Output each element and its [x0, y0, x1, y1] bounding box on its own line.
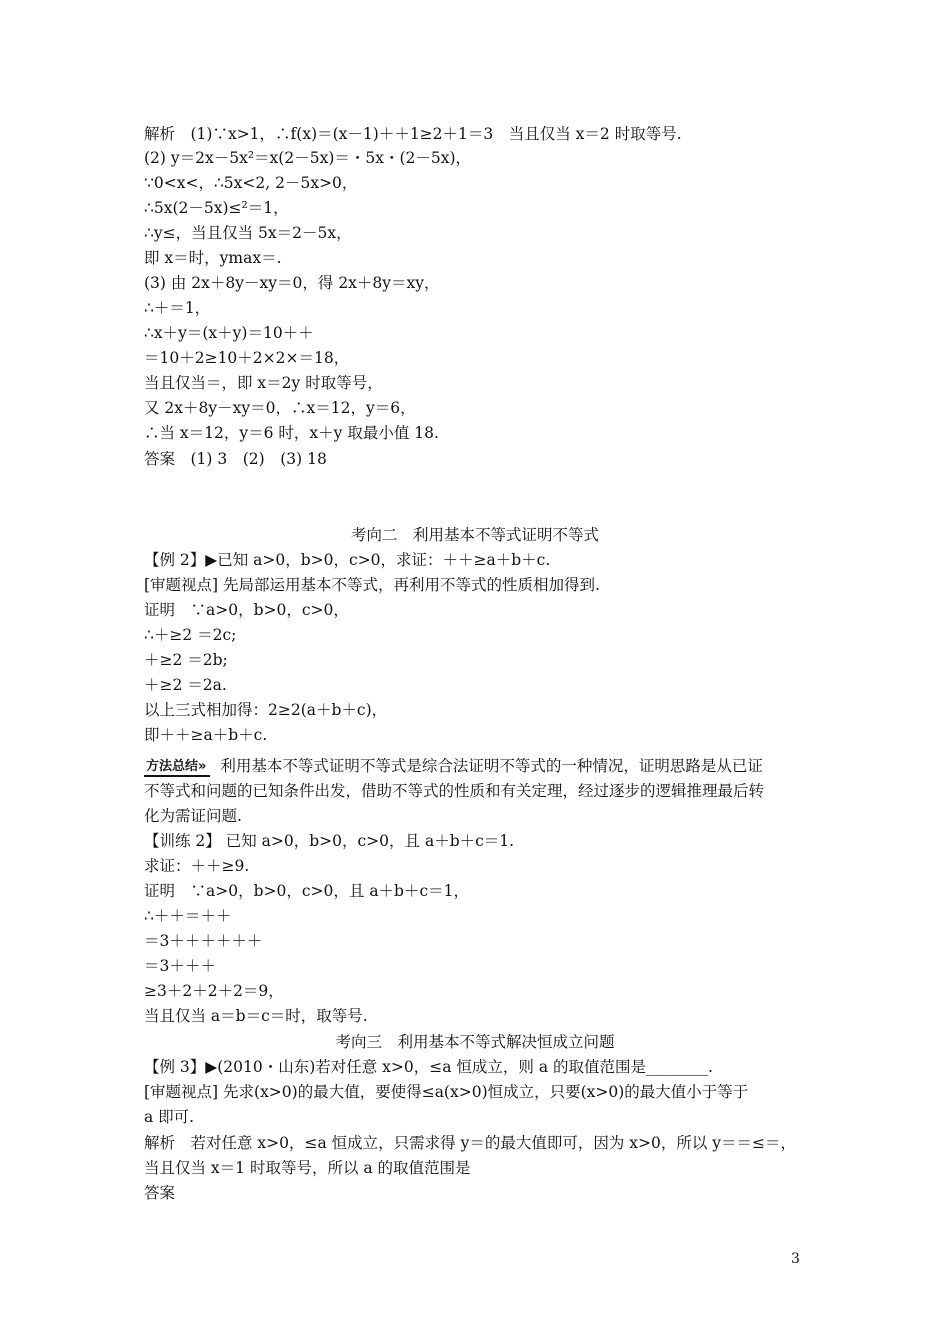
- solution-line-11: 当且仅当＝，即 x＝2y 时取等号，: [144, 374, 383, 392]
- method-summary-line-1: [144, 755, 763, 777]
- page-number: 3: [791, 1251, 800, 1267]
- method-summary-text-1: 利用基本不等式证明不等式是综合法证明不等式的一种情况，证明思路是从已证: [220, 757, 763, 775]
- section-heading-2: 考向二 利用基本不等式证明不等式: [350, 526, 599, 544]
- solution-line-1: 解析 (1)∵x>1，∴f(x)＝(x－1)＋＋1≥2＋1＝3 当且仅当 x＝2 时取等号.: [144, 125, 682, 143]
- proof-line-4: ＋≥2 ＝2a.: [144, 676, 227, 694]
- training-proof-line-2: ∴＋＋＝＋＋: [144, 907, 232, 925]
- solution-line-6: 即 x＝时，ymax＝.: [144, 249, 282, 267]
- proof-line-1: 证明 ∵a>0，b>0，c>0，: [144, 601, 349, 619]
- training-proof-line-5: ≥3＋2＋2＋2＝9，: [144, 982, 284, 1000]
- training-proof-line-1: 证明 ∵a>0，b>0，c>0，且 a＋b＋c＝1，: [144, 882, 470, 900]
- training-proof-line-4: ＝3＋＋＋: [144, 957, 216, 975]
- solution-line-2: (2) y＝2x－5x²＝x(2－5x)＝・5x・(2－5x)，: [144, 149, 472, 167]
- answer-line-1: 答案 (1) 3 (2) (3) 18: [144, 450, 327, 468]
- training-2-statement: 【训练 2】 已知 a>0，b>0，c>0，且 a＋b＋c＝1.: [144, 832, 515, 850]
- example-3-viewpoint-cont: a 即可.: [144, 1108, 195, 1126]
- example-2-viewpoint: [审题视点] 先局部运用基本不等式，再利用不等式的性质相加得到.: [144, 576, 600, 594]
- example-3-solution-1: 解析 若对任意 x>0，≤a 恒成立，只需求得 y＝的最大值即可，因为 x>0，所以 y＝＝≤＝，: [144, 1134, 797, 1152]
- solution-line-4: ∴5x(2－5x)≤²＝1，: [144, 199, 289, 217]
- example-3-viewpoint: [审题视点] 先求(x>0)的最大值，要使得≤a(x>0)恒成立，只要(x>0)的最大值小于等于: [144, 1083, 749, 1101]
- solution-line-3: ∵0<x<，∴5x<2, 2－5x>0，: [144, 174, 358, 192]
- solution-line-12: 又 2x＋8y－xy＝0，∴x＝12，y＝6，: [144, 399, 416, 417]
- example-3-answer: 答案: [144, 1184, 176, 1202]
- example-2-statement: 【例 2】▶已知 a>0，b>0，c>0，求证：＋＋≥a＋b＋c.: [144, 551, 551, 569]
- training-proof-line-3: ＝3＋＋＋＋＋＋: [144, 932, 263, 950]
- solution-line-8: ∴＋＝1，: [144, 299, 211, 317]
- training-2-claim: 求证：＋＋≥9.: [144, 857, 250, 875]
- proof-line-5: 以上三式相加得：2≥2(a＋b＋c)，: [144, 701, 388, 719]
- method-summary-line-2: 不等式和问题的已知条件出发，借助不等式的性质和有关定理，经过逐步的逻辑推理最后转: [144, 782, 765, 800]
- solution-line-10: ＝10＋2≥10＋2×2×＝18，: [144, 349, 350, 367]
- section-heading-3: 考向三 利用基本不等式解决恒成立问题: [335, 1033, 615, 1051]
- proof-line-6: 即＋＋≥a＋b＋c.: [144, 726, 268, 744]
- proof-line-3: ＋≥2 ＝2b;: [144, 651, 228, 669]
- proof-line-2: ∴＋≥2 ＝2c;: [144, 626, 237, 644]
- solution-line-5: ∴y≤，当且仅当 5x＝2－5x，: [144, 224, 352, 242]
- example-3-solution-2: 当且仅当 x＝1 时取等号，所以 a 的取值范围是: [144, 1159, 471, 1177]
- example-3-statement: 【例 3】▶(2010・山东)若对任意 x>0，≤a 恒成立，则 a 的取值范围是________.: [144, 1058, 713, 1076]
- solution-line-9: ∴x＋y＝(x＋y)＝10＋＋: [144, 324, 314, 342]
- training-proof-line-6: 当且仅当 a＝b＝c＝时，取等号.: [144, 1007, 368, 1025]
- solution-line-13: ∴当 x＝12，y＝6 时，x＋y 取最小值 18.: [144, 424, 439, 442]
- method-summary-line-3: 化为需证问题.: [144, 807, 242, 825]
- method-summary-badge: 方法总结»: [144, 759, 210, 777]
- solution-line-7: (3) 由 2x＋8y－xy＝0，得 2x＋8y＝xy，: [144, 274, 440, 292]
